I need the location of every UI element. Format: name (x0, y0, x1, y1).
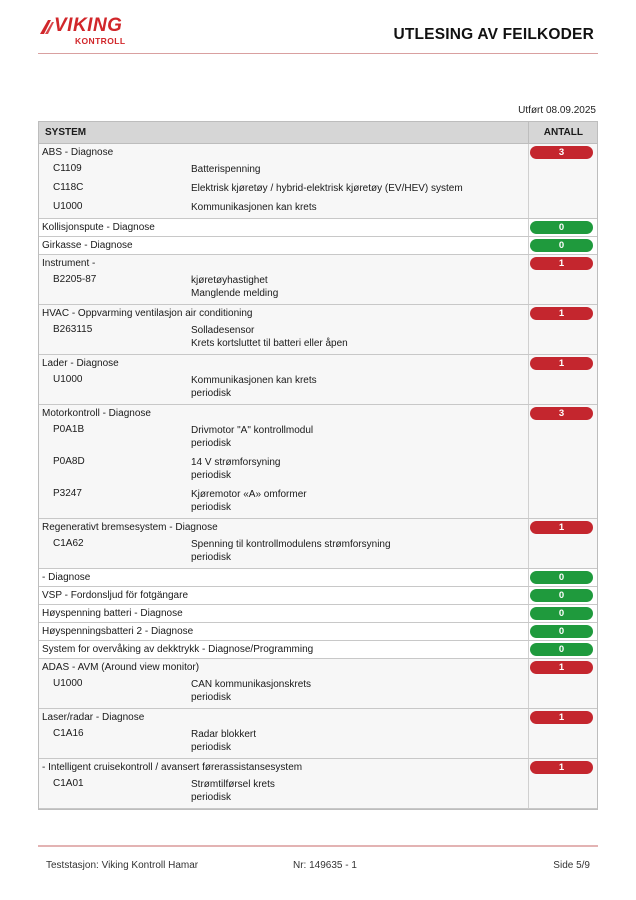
fault-code-list (39, 274, 597, 304)
fault-description-detail: periodisk (191, 388, 232, 399)
header-divider (528, 122, 529, 143)
fault-code-row (39, 728, 597, 754)
fault-description-text: kjøretøyhastighet (191, 275, 268, 286)
system-group (39, 569, 597, 587)
system-row (39, 569, 597, 586)
fault-description-text: Spenning til kontrollmodulens strømforsyning (191, 539, 391, 550)
fault-code: B2205-87 (53, 274, 97, 285)
system-group (39, 605, 597, 623)
fault-code-row (39, 274, 597, 300)
fault-code-list (39, 163, 597, 218)
fault-description (191, 778, 521, 804)
fault-description-text: CAN kommunikasjonskrets (191, 679, 312, 690)
system-row (39, 709, 597, 726)
system-row (39, 759, 597, 776)
fault-code-row (39, 488, 597, 514)
system-group (39, 355, 597, 405)
fault-description-text: Elektrisk kjøretøy / hybrid-elektrisk kjøretøy (EV/HEV) system (191, 183, 463, 194)
fault-description-detail: periodisk (191, 742, 232, 753)
fault-code: P3247 (53, 488, 82, 499)
system-row (39, 641, 597, 658)
fault-description (191, 678, 521, 704)
system-name: HVAC - Oppvarming ventilasjon air conditioning (42, 308, 253, 319)
fault-code-row (39, 182, 597, 195)
fault-description (191, 424, 521, 450)
system-name: VSP - Fordonsljud för fotgängare (42, 590, 189, 601)
fault-description (191, 201, 521, 214)
fault-description-text: Batterispenning (191, 164, 261, 175)
fault-code-list (39, 728, 597, 758)
fault-count-badge: 0 (530, 221, 593, 234)
system-group (39, 659, 597, 709)
system-group (39, 144, 597, 219)
fault-code: P0A8D (53, 456, 85, 467)
fault-count-badge: 0 (530, 607, 593, 620)
fault-description (191, 728, 521, 754)
fault-code: C1A01 (53, 778, 84, 789)
fault-count-badge: 1 (530, 307, 593, 320)
fault-code: B263115 (53, 324, 93, 335)
system-group (39, 641, 597, 659)
fault-code-row (39, 201, 597, 214)
system-row (39, 144, 597, 161)
system-group (39, 759, 597, 809)
fault-code-row (39, 324, 597, 350)
logo-wordmark: VIKING (54, 15, 123, 36)
system-group (39, 255, 597, 305)
system-row (39, 237, 597, 254)
fault-description-text: Kommunikasjonen kan krets (191, 202, 317, 213)
fault-count-badge: 1 (530, 521, 593, 534)
system-row (39, 605, 597, 622)
fault-description (191, 488, 521, 514)
viking-logo (38, 16, 138, 48)
system-name: Laser/radar - Diagnose (42, 712, 145, 723)
fault-description-text: Strømtilførsel krets (191, 779, 275, 790)
fault-description (191, 374, 521, 400)
system-row (39, 623, 597, 640)
system-row (39, 519, 597, 536)
system-row (39, 405, 597, 422)
fault-code-table (38, 121, 598, 810)
fault-code-row (39, 374, 597, 400)
system-group (39, 237, 597, 255)
fault-description-detail: periodisk (191, 438, 232, 449)
system-name: Kollisjonspute - Diagnose (42, 222, 155, 233)
fault-description (191, 182, 521, 195)
logo-mark-icon (38, 19, 54, 35)
fault-code-list (39, 678, 597, 708)
fault-description (191, 324, 521, 350)
fault-description-text: Kjøremotor «A» omformer (191, 489, 307, 500)
fault-code-list (39, 324, 597, 354)
fault-count-badge: 1 (530, 357, 593, 370)
fault-count-badge: 0 (530, 625, 593, 638)
fault-description-detail: periodisk (191, 692, 232, 703)
fault-description-detail: periodisk (191, 470, 232, 481)
fault-code-row (39, 456, 597, 482)
fault-count-badge: 0 (530, 643, 593, 656)
system-name: Instrument - (42, 258, 96, 269)
system-row (39, 305, 597, 322)
system-name: Høyspenning batteri - Diagnose (42, 608, 183, 619)
fault-code: U1000 (53, 678, 83, 689)
system-group (39, 587, 597, 605)
fault-count-badge: 3 (530, 146, 593, 159)
fault-code: U1000 (53, 374, 83, 385)
column-header-count: ANTALL (543, 127, 583, 138)
fault-code: C1A16 (53, 728, 84, 739)
fault-code-row (39, 163, 597, 176)
system-row (39, 659, 597, 676)
fault-description (191, 538, 521, 564)
system-group (39, 305, 597, 355)
fault-code-row (39, 538, 597, 564)
system-name: ADAS - AVM (Around view monitor) (42, 662, 200, 673)
footer-station: Teststasjon: Viking Kontroll Hamar (46, 860, 199, 871)
fault-description-detail: Manglende melding (191, 288, 279, 299)
fault-description-detail: periodisk (191, 792, 232, 803)
footer-page: Side 5/9 (553, 860, 590, 871)
fault-code-row (39, 424, 597, 450)
system-name: Motorkontroll - Diagnose (42, 408, 151, 419)
system-name: Høyspenningsbatteri 2 - Diagnose (42, 626, 194, 637)
fault-count-badge: 0 (530, 589, 593, 602)
footer-number: Nr: 149635 - 1 (293, 860, 357, 871)
fault-code: U1000 (53, 201, 83, 212)
fault-code-row (39, 778, 597, 804)
system-name: - Diagnose (42, 572, 91, 583)
system-group (39, 219, 597, 237)
fault-count-badge: 1 (530, 711, 593, 724)
system-group (39, 623, 597, 641)
fault-count-badge: 1 (530, 761, 593, 774)
table-header (39, 122, 597, 144)
fault-description (191, 163, 521, 176)
system-row (39, 255, 597, 272)
fault-description-text: Kommunikasjonen kan krets (191, 375, 317, 386)
system-group (39, 405, 597, 519)
fault-count-badge: 1 (530, 257, 593, 270)
system-name: Regenerativt bremsesystem - Diagnose (42, 522, 218, 533)
fault-description-detail: Krets kortsluttet til batteri eller åpen (191, 338, 348, 349)
fault-count-badge: 3 (530, 407, 593, 420)
system-name: - Intelligent cruisekontroll / avansert førerassistansesystem (42, 762, 303, 773)
fault-code: C1109 (53, 163, 82, 174)
system-row (39, 355, 597, 372)
system-name: ABS - Diagnose (42, 147, 114, 158)
fault-code-list (39, 778, 597, 808)
column-header-system: SYSTEM (45, 127, 87, 138)
fault-description (191, 274, 521, 300)
fault-description-text: Drivmotor "A" kontrollmodul (191, 425, 314, 436)
fault-code-list (39, 538, 597, 568)
performed-date: Utført 08.09.2025 (518, 105, 596, 116)
fault-description-detail: periodisk (191, 552, 232, 563)
fault-description (191, 456, 521, 482)
fault-description-text: Solladesensor (191, 325, 255, 336)
fault-code-list (39, 374, 597, 404)
fault-code: C118C (53, 182, 84, 193)
system-name: Girkasse - Diagnose (42, 240, 133, 251)
page-footer (38, 845, 598, 875)
fault-count-badge: 0 (530, 571, 593, 584)
fault-description-text: 14 V strømforsyning (191, 457, 281, 468)
system-name: System for overvåking av dekktrykk - Diagnose/Programming (42, 644, 314, 655)
system-group (39, 519, 597, 569)
document-title: UTLESING AV FEILKODER (393, 26, 594, 43)
fault-description-detail: periodisk (191, 502, 232, 513)
fault-count-badge: 1 (530, 661, 593, 674)
page-header (38, 14, 598, 54)
system-group (39, 709, 597, 759)
fault-code-list (39, 424, 597, 518)
fault-code: P0A1B (53, 424, 85, 435)
logo-subtitle: KONTROLL (75, 36, 126, 46)
system-row (39, 587, 597, 604)
fault-count-badge: 0 (530, 239, 593, 252)
fault-code: C1A62 (53, 538, 84, 549)
fault-code-row (39, 678, 597, 704)
fault-description-text: Radar blokkert (191, 729, 257, 740)
system-group-list (39, 144, 597, 809)
system-row (39, 219, 597, 236)
system-name: Lader - Diagnose (42, 358, 119, 369)
